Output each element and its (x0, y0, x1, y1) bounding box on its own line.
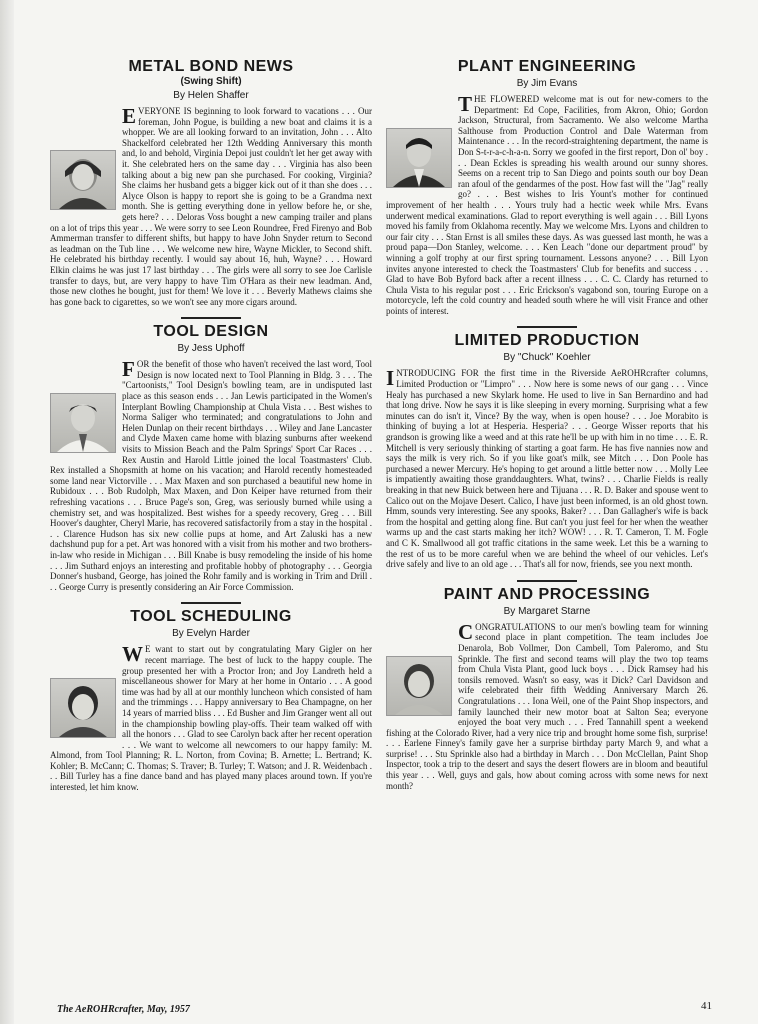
headline: PLANT ENGINEERING (457, 58, 637, 75)
body-text: VERYONE IS beginning to look forward to vacations . . . Our foreman, John Pogue, is building a new boat and claims it is a whopper. We are all looking forward to an invitation, John . . . Alto Shackelford celebrated her 12th Wedding Anniversary this month and, lo and behold, Virginia Depoi just couldn't let her get away with it. She celebrated hers on the same day . . . Virginia has also been talking about a big new pan she purchased. For cooking, Virginia? She claims her husband gets a bigger kick out of it than she does . . . Alyce Olson is happy to report she is going to be a Grandma next month. She is getting everything done in yellow before he, or she, gets here? . . . Deloras Voss bought a new camping trailer and plans on a lot of trips this year . . . We were sorry to see Leon Roundree, Fred Firenyo and Bob Ammerman transfer to different shifts, but happy to have John Snyder return to Second as leadman on the Tub line . . . We welcome new hire, Wayne Mickler, to Second shift. He celebrated his birthday recently. I would say about 16, huh, Wayne? . . . Howard Elkin claims he was just 17 last birthday . . . The girls were all sorry to see Joe Carlisle transfer to days, but, are very happy to have Tim O'Hara as their new leadman. And, those new clothes he bought, just for them! We love it . . . Beverly Mathews claims she has gone back to cigarettes, so we won't see any more cigars around. (50, 106, 372, 307)
article-tool-design (50, 323, 372, 592)
byline: By Margaret Starne (503, 605, 591, 617)
drop-cap: T (458, 92, 473, 116)
byline: By Helen Shaffer (173, 90, 249, 101)
author-photo (386, 128, 452, 188)
body-text: HE FLOWERED welcome mat is out for new-comers to the Department: Ed Cope, Facilities, from Akron, Ohio; Gordon Jackson, Structural, from Sacramento. We also welcome Martha Salthouse from Production Control and Dale Waterman from Maintenance . . . In the record-straightening department, the name is Don S-t-r-a-c-h-a-n. Sorry we goofed in the first report, Don ol' boy . . . Dean Eckles is spreading his wealth around our sunny shores. Seems on a recent trip to San Diego and points south our boy Dean ran afoul of the gendarmes of the post. How fast will the "Jag" really go? . . . Best wishes to Iris Yount's mother for continued improvement of her health . . . Yours truly had a hectic week while Mrs. Evans underwent medical examinations. Glad to report everything is well again . . . Bill Lyons moved his family from Oklahoma recently. May we welcome Mrs. Lyons and children to our fair city . . . Stan Ernst is all smiles these days. As was guessed last month, he was a proud papa—Don Stanley, welcome. . . . Ken Leach "done our department proud" by winning a golf trophy at our first spring tournament. Lessons anyone? . . . Bill Lyon invites anyone interested to check the Toastmasters' Club for benefits and success . . . Glad to have Bob Byford back after a recent illness . . . C. C. Clardy has returned to Chula Vista to his regular post . . . Eric Erickson's vagabond son, touring Europe on a motorcycle, left the cold country and headed south where he will visit France and other points of interest. (386, 94, 708, 316)
author-photo (386, 656, 452, 716)
publication-footer: The AeROHRcrafter, May, 1957 (57, 1004, 190, 1015)
drop-cap: W (122, 642, 143, 667)
section-divider (181, 317, 241, 319)
article-body (386, 368, 708, 569)
body-text: OR the benefit of those who haven't received the last word, Tool Design is now located next to Tool Planning in Bldg. 3 . . . The "Cartoonists," Tool Design's bowling team, are in undisputed last place as this season ends . . . Jan Lewis participated in the Women's Interplant Bowling Championship at Chula Vista . . . Best wishes to Norma Saliger who terminated; and congratulations to John and Helen Dunlap on their recent birthdays . . . Wiley and Jane Lancaster and Clyde Maxen came home with blazing sunburns after weekend visits to Mission Beach and the Palm Springs' Sport Car Races . . . Rex Austin and Harold Little joined the local Toastmasters' Club. Rex installed a Shopsmith at home on his vacation; and Harold recently homesteaded some land near Victorville . . . Max Maxen and son purchased a beautiful new home in Rubidoux . . . Bob Rudolph, Max Maxen, and Don Keiper have returned from their refreshing vacations . . . Bruce Page's son, Greg, was seriously burned while using a chemistry set, and was hospitalized. Best wishes for a speedy recovery, Greg . . . Bill Hoover's daughter, Cheryl Marie, has recovered satisfactorily from a stay in the hospital . . . Clarence Hudson has six new collie pups at home, and Art Zaluski has a new dachshund pup for a pet. Art was honored with a visit from his mother and two brothers-in-law who reside in Michigan . . . Bill Knabe is busy remodeling the inside of his home . . . Jim Suthard enjoys an interesting and profitable hobby of photography . . . Georgia Donner's husband, George, has joined the Rohr family and is working in Trim and Drill . . . George Curry is presently considering an Air Force Commission. (50, 359, 372, 592)
headline: METAL BOND NEWS (128, 58, 294, 75)
article-tool-scheduling (50, 608, 372, 792)
byline: By "Chuck" Koehler (503, 352, 591, 364)
article-metal-bond-news (50, 58, 372, 307)
headline: LIMITED PRODUCTION (454, 332, 640, 350)
portrait-icon (51, 679, 115, 737)
section-divider (517, 326, 577, 328)
headline: PAINT AND PROCESSING (443, 585, 651, 603)
byline: By Jim Evans (516, 78, 578, 89)
headline: TOOL DESIGN (153, 323, 269, 341)
headline: TOOL SCHEDULING (130, 608, 292, 626)
byline: By Jess Uphoff (177, 343, 245, 355)
portrait-icon (51, 151, 115, 209)
page-binding-shadow (0, 0, 14, 1024)
portrait-icon (387, 129, 451, 187)
byline: By Evelyn Harder (172, 628, 250, 640)
article-paint-processing (386, 586, 708, 792)
drop-cap: I (386, 366, 395, 391)
drop-cap: C (458, 619, 474, 644)
right-column (386, 58, 708, 801)
left-column (50, 58, 372, 803)
drop-cap: F (122, 357, 135, 382)
section-divider (517, 580, 577, 582)
subhead: (Swing Shift) (180, 76, 242, 87)
body-text: NTRODUCING FOR the first time in the Riverside AeROHRcrafter columns, Limited Production or "Limpro" . . . Now here is some news of our gang . . . Vince Healy has purchased a new Skylark home. He used to live in San Bernardino and had that long drive. Now he says it is like sleeping in every morning. Surprising what a few minutes can do isn't it, Vince? By the way, when is open house? . . . Joe Morabito is thinking of buying a lot at Hesperia. Hesperia? . . . George Wisser reports that his grandson is growing like a weed and at this rate he'll be up with him in no time . . . E. R. Mitchell is very seriously thinking of starting a goat farm. He has five nannies now and says the milk is very rich. So if you like goat's milk, see Mitch . . . Don Poole has purchased a newer Mercury. He's hoping to get around a little better now . . . Molly Lee is impatiently awaiting those granddaughters. What, twins? . . . Charlie Fields is really breaking in that new Buick between here and Tijuana . . . R. D. Baker and spouse went to Calico out on the Mojave Desert. Calico, I have just been informed, is an old ghost town. Hmm, sounds very interesting. See any spooks, Baker? . . . Dan Gallagher's wife is back from the hospital and getting along fine. But can't you just feel for her when the weather warms up and the cast starts making her itch? WOW! . . . R. T. Cameron, T. M. Fogle and C K. Smallwood all got traffic citations in the same week. Let this be a warning to the rest of us to be more careful when we are behind the wheel of our vehicles. Let's drive safely and live to an old age . . . That's all for now, friends, see you next month. (386, 368, 708, 570)
drop-cap: E (122, 104, 137, 128)
portrait-icon (51, 394, 115, 452)
author-photo (50, 678, 116, 738)
article-limited-production (386, 332, 708, 569)
author-photo (50, 393, 116, 453)
article-plant-engineering (386, 58, 708, 316)
body-text: ONGRATULATIONS to our men's bowling team for winning second place in plant competition. The team includes Joe Denarola, Bob Vollmer, Don Cambell, Tom Paleromo, and Stu Sprinkle. The first and second teams will play the two top teams from Chula Vista Plant, good luck boys . . . Dick Ramsey had his tonsils removed. Wasn't so easy, was it Dick? Carl Davidson and wife celebrated their fifth Wedding Anniversary March 26. Congratulations . . . Iona Weil, one of the Paint Shop inspectors, and family launched their new motor boat at Salton Sea; everyone enjoyed the boat very much . . . Fred Tannahill spent a weekend fishing at the Colorado River, had a very nice trip and brought home some fish, surprise! . . . Earlene Finney's family gave her a surprise birthday party March 9, and what a surprise! . . . Stu Sprinkle also had a birthday in March . . . Don McClellan, Paint Shop Inspector, took a trip to the desert and says the desert flowers are in bloom and beautiful this year . . . Well, guys and gals, how about coming across with some news for next month? (386, 621, 708, 791)
body-text: E want to start out by congratulating Mary Gigler on her recent marriage. The best of luck to the happy couple. The group presented her with a Proctor Iron; and Joy Landreth held a miscellaneous shower for Mary at her home in Ontario . . . A good time was had by all at our monthly luncheon which consisted of ham and the trimmings . . . Happy anniversary to Bea Champagne, on her 14 years of married bliss . . . Ed Busher and Jim Granger went all out in the championship bowling play-offs. Their team walked off with all the honors . . . Glad to see Carolyn back after her recent operation . . . We want to welcome all newcomers to our happy family: M. Almond, from Tool Planning; R. L. Norton, from Covina; B. Arnette; L. Bertrand; K. Kohler; B. McCann; C. Thomas; S. Traver; B. Turley; T. Watson; and J. R. Weidenbach . . . Bill Turley has a fine dance band and has played many places around town. If you're interested, let him know. (50, 644, 372, 793)
page-number: 41 (701, 1000, 712, 1012)
section-divider (181, 602, 241, 604)
author-photo (50, 150, 116, 210)
portrait-icon (387, 657, 451, 715)
